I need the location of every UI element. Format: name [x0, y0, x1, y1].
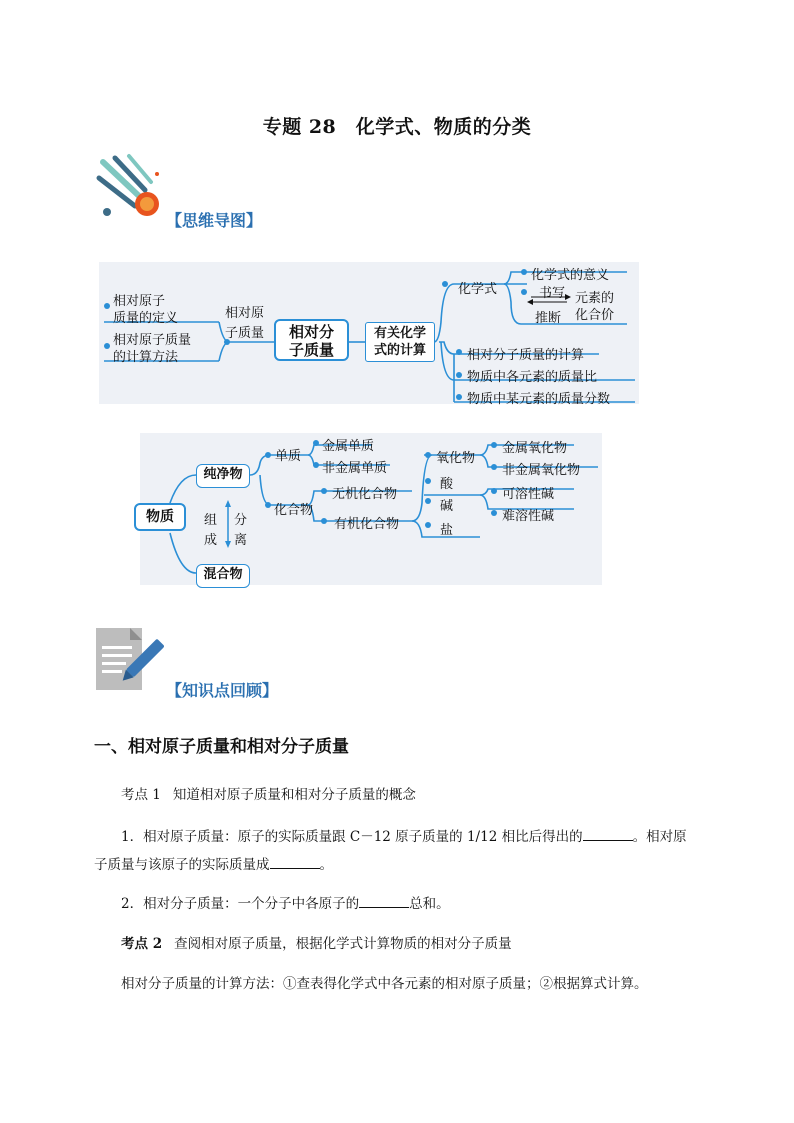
review-label: 【知识点回顾】 [166, 681, 279, 700]
blank-1[interactable] [583, 826, 633, 841]
blank-3[interactable] [359, 893, 409, 908]
left2-line1: 相对原子质量 [113, 333, 192, 348]
calc-item-3: 物质中某元素的质量分数 [467, 392, 611, 407]
left2-line2: 的计算方法 [113, 350, 179, 365]
compose-2: 成 [204, 533, 218, 548]
separate-2: 离 [234, 533, 248, 548]
center-box-relative-molecular-mass [274, 319, 349, 361]
soluble-base: 可溶性碱 [502, 487, 555, 502]
mindmap-label: 【思维导图】 [166, 211, 263, 230]
metal-element: 金属单质 [322, 439, 375, 454]
mixture-box: 混合物 [196, 564, 250, 588]
nonmetal-element: 非金属单质 [322, 461, 388, 476]
p1-part-a: 1．相对原子质量：原子的实际质量跟 C－12 原子质量的 1/12 相比后得出的 [121, 829, 583, 845]
center-line1: 相对分 [288, 323, 334, 341]
valence-line1: 元素的 [575, 291, 615, 306]
pure-box: 纯净物 [196, 464, 250, 488]
calc-line1: 有关化学 [373, 326, 426, 341]
p1-part-b: 。相对原 [632, 829, 687, 845]
compound-label: 化合物 [274, 503, 314, 518]
base-label: 碱 [440, 499, 454, 514]
keypoint-1-text: 知道相对原子质量和相对分子质量的概念 [172, 787, 416, 803]
write-label: 书写 [539, 286, 566, 301]
p2-part-a: 2．相对分子质量：一个分子中各原子的 [121, 896, 360, 912]
left1-line2: 质量的定义 [113, 311, 179, 326]
notepad-pen-icon [94, 624, 164, 694]
p1-part-d: 。 [319, 857, 333, 873]
separate-1: 分 [234, 513, 248, 528]
acid-label: 酸 [440, 477, 454, 492]
salt-label: 盐 [440, 523, 454, 538]
valence-line2: 化合价 [575, 308, 615, 323]
mindmap-classification [140, 433, 602, 585]
center-line2: 子质量 [288, 341, 334, 359]
page-title: 专题 28 化学式、物质的分类 [262, 116, 532, 138]
paragraph-2 [121, 891, 450, 917]
calc-item-1: 相对分子质量的计算 [467, 348, 585, 363]
mindmap-chemical-formula [99, 262, 639, 407]
compose-1: 组 [204, 513, 218, 528]
metal-oxide: 金属氧化物 [502, 441, 568, 456]
mid-label-line2: 子质量 [225, 326, 265, 341]
organic-compound: 有机化合物 [334, 517, 400, 532]
p1-part-c: 子质量与该原子的实际质量成 [94, 857, 270, 873]
keypoint-2-label: 考点 2 [121, 936, 163, 952]
keypoint-1-label: 考点 1 [121, 787, 161, 803]
calc-box [365, 322, 435, 362]
formula-meaning: 化学式的意义 [531, 268, 610, 283]
paragraph-3: 相对分子质量的计算方法：①查表得化学式中各元素的相对原子质量；②根据算式计算。 [121, 976, 648, 992]
section-heading: 一、相对原子质量和相对分子质量 [94, 737, 349, 757]
element-label: 单质 [275, 449, 302, 464]
infer-label: 推断 [535, 311, 562, 326]
keypoint-1 [121, 782, 416, 808]
formula-label: 化学式 [458, 282, 498, 297]
paragraph-1 [94, 824, 704, 878]
insoluble-base: 难溶性碱 [502, 509, 555, 524]
comet-icon [95, 152, 165, 222]
inorganic-compound: 无机化合物 [332, 487, 398, 502]
blank-2[interactable] [270, 854, 320, 869]
substance-box: 物质 [134, 503, 186, 531]
calc-line2: 式的计算 [373, 343, 426, 358]
left1-line1: 相对原子 [113, 294, 166, 309]
nonmetal-oxide: 非金属氧化物 [502, 463, 581, 478]
oxide-label: 氧化物 [436, 451, 476, 466]
calc-item-2: 物质中各元素的质量比 [467, 370, 598, 385]
keypoint-2 [121, 931, 512, 957]
keypoint-2-text: 查阅相对原子质量，根据化学式计算物质的相对分子质量 [174, 936, 512, 952]
mid-label-line1: 相对原 [225, 306, 265, 321]
p2-part-b: 总和。 [409, 896, 450, 912]
